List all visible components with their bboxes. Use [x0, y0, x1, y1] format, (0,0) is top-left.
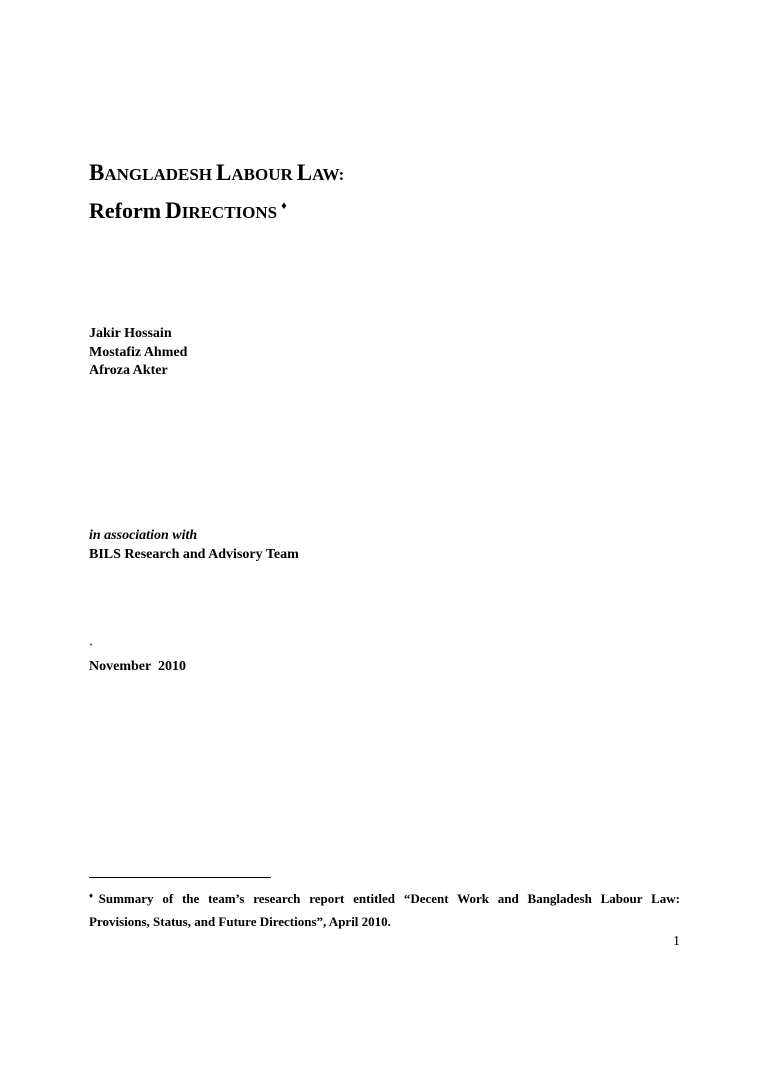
- stray-mark: `: [89, 641, 93, 655]
- association-block: [89, 526, 299, 564]
- page-number: 1: [673, 934, 680, 949]
- title-word: ANGLADESH: [104, 165, 213, 184]
- author-name: Afroza Akter: [89, 363, 168, 378]
- title-word: IRECTIONS: [181, 203, 278, 222]
- title-line-1: [89, 158, 344, 191]
- document-title: [89, 158, 344, 229]
- title-word: ABOUR: [231, 165, 293, 184]
- title-line-2: [89, 191, 344, 229]
- footnote-line-1: [89, 884, 680, 910]
- author-list: [89, 325, 187, 381]
- title-initial: L: [296, 160, 313, 185]
- title-word: AW:: [312, 165, 345, 184]
- footnote-marker-icon: ♦: [89, 891, 99, 900]
- author-name: Mostafiz Ahmed: [89, 344, 188, 360]
- footnote-text: Summary of the team’s research report entitled “Decent Work and Bangladesh Labour Law:: [98, 891, 680, 906]
- title-word: Reform: [89, 198, 162, 223]
- title-initial: D: [165, 198, 182, 223]
- footnote-line-2: Provisions, Status, and Future Directions”, April 2010.: [89, 914, 391, 929]
- footnote-divider: [89, 877, 271, 878]
- association-label: in association with: [89, 528, 198, 543]
- title-initial: L: [216, 160, 232, 185]
- association-team: BILS Research and Advisory Team: [89, 547, 299, 562]
- footnote-marker-icon[interactable]: ♦: [281, 200, 287, 212]
- author-name: Jakir Hossain: [89, 326, 172, 341]
- publication-date: November 2010: [89, 659, 186, 674]
- footnote: [89, 884, 680, 933]
- title-initial: B: [89, 160, 105, 185]
